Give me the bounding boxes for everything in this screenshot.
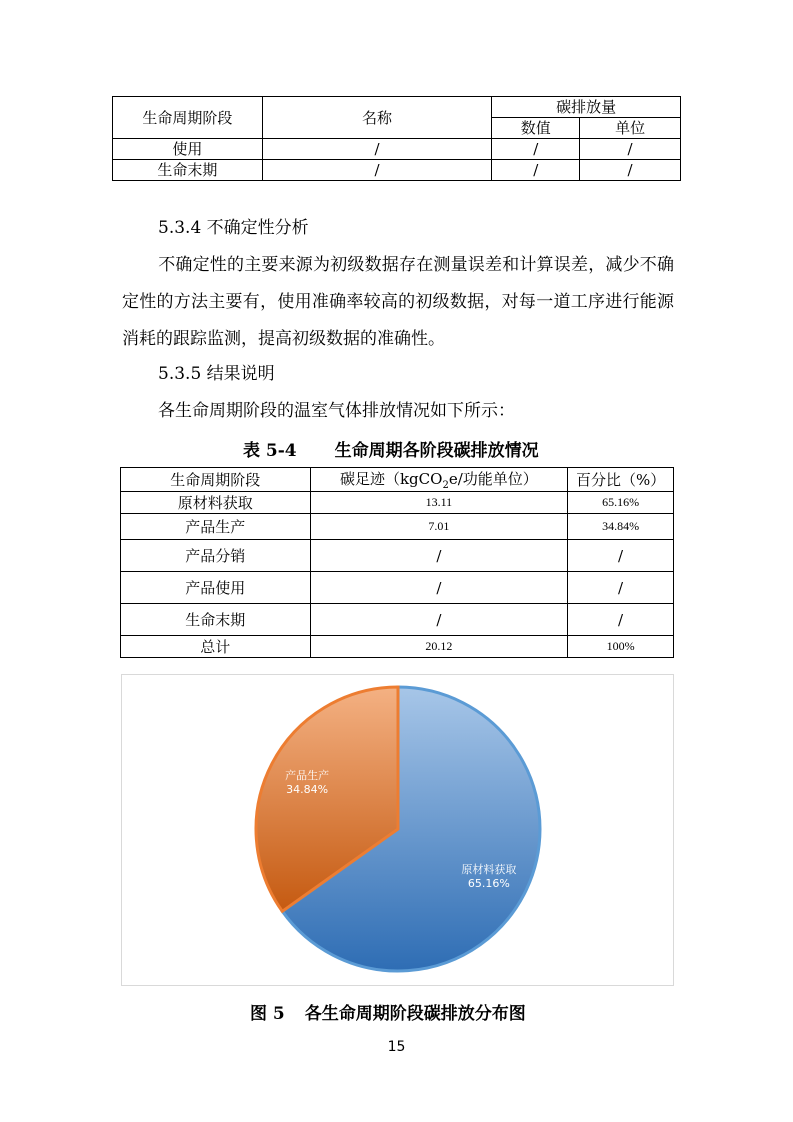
- header-stage: 生命周期阶段: [113, 97, 263, 139]
- table-caption-title: 生命周期各阶段碳排放情况: [334, 441, 539, 461]
- table-row: [121, 514, 674, 540]
- cell: /: [568, 572, 674, 604]
- page-number: 15: [387, 1039, 406, 1055]
- pie-label-category: 产品生产: [285, 769, 330, 783]
- cell: 生命末期: [121, 604, 311, 636]
- uncertainty-text: 不确定性的主要来源为初级数据存在测量误差和计算误差，减少不确定性的方法主要有，使用准确率较高的初级数据，对每一道工序进行能源消耗的跟踪监测，提高初级数据的准确性。: [122, 255, 674, 349]
- table-row: [121, 572, 674, 604]
- cell: /: [568, 540, 674, 572]
- cell: 13.11: [310, 492, 568, 514]
- cell: /: [262, 139, 492, 160]
- header-unit: 单位: [580, 118, 681, 139]
- pie-chart: [122, 675, 673, 985]
- header-stage: 生命周期阶段: [121, 468, 311, 492]
- pie-label-value: 34.84%: [286, 783, 329, 797]
- table-caption-number: 表 5-4: [243, 441, 297, 461]
- results-paragraph: 各生命周期阶段的温室气体排放情况如下所示：: [158, 401, 515, 421]
- figure-caption-title: 各生命周期阶段碳排放分布图: [304, 1004, 526, 1024]
- figure-caption: [250, 999, 526, 1024]
- header-value: 数值: [492, 118, 580, 139]
- cell: 65.16%: [568, 492, 674, 514]
- table-row: [121, 492, 674, 514]
- cell: 总计: [121, 636, 311, 658]
- table-row: [113, 160, 681, 181]
- table-row: [121, 540, 674, 572]
- cell: 20.12: [310, 636, 568, 658]
- cell: 产品分销: [121, 540, 311, 572]
- stage-footprint-table: [120, 467, 674, 658]
- cell: /: [580, 139, 681, 160]
- header-emission: 碳排放量: [492, 97, 681, 118]
- cell: /: [310, 540, 568, 572]
- table-row: [121, 636, 674, 658]
- cell: /: [580, 160, 681, 181]
- figure-caption-number: 图 5: [250, 1004, 285, 1024]
- pie-label-value: 65.16%: [467, 876, 510, 890]
- cell: 原材料获取: [121, 492, 311, 514]
- cell: 100%: [568, 636, 674, 658]
- header-percent: 百分比（%）: [568, 468, 674, 492]
- section-heading-results: 5.3.5 结果说明: [158, 364, 275, 384]
- section-heading-uncertainty: 5.3.4 不确定性分析: [158, 218, 309, 238]
- pie-chart-frame: [121, 674, 674, 986]
- table-row: [113, 139, 681, 160]
- header-name: 名称: [262, 97, 492, 139]
- cell: 7.01: [310, 514, 568, 540]
- table-caption: [243, 436, 539, 461]
- cell: /: [262, 160, 492, 181]
- table-row: [121, 604, 674, 636]
- cell: 产品使用: [121, 572, 311, 604]
- cell: /: [310, 604, 568, 636]
- lifecycle-emission-table: [112, 96, 681, 181]
- header-footprint: 碳足迹（kgCO$_2$e/功能单位）: [310, 468, 568, 492]
- cell: /: [492, 160, 580, 181]
- pie-label-category: 原材料获取: [461, 862, 517, 876]
- uncertainty-paragraph: [122, 247, 674, 358]
- cell: /: [310, 572, 568, 604]
- cell: 产品生产: [121, 514, 311, 540]
- cell: 生命末期: [113, 160, 263, 181]
- cell: 34.84%: [568, 514, 674, 540]
- cell: 使用: [113, 139, 263, 160]
- cell: /: [492, 139, 580, 160]
- cell: /: [568, 604, 674, 636]
